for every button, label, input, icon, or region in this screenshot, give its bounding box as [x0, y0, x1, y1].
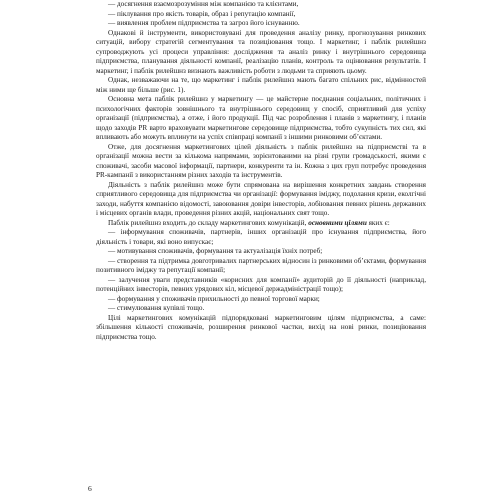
emphasis-text: основними цілями — [308, 218, 367, 227]
paragraph: Отже, для досягнення маркетингових цілей діяльність з паблік рилейшнз на підприємстві та в організації можна вести за кількома напрямами, зорієнтованими на різні групи громадськості, якими є споживачі, засоби масової інформації, партнери, конкуренти та ін. Кожна з цих груп потребує проведення PR-кампанії з використанням різних заходів та інструментів. — [96, 142, 426, 179]
list-item: — залучення уваги представників «корисних для компанії» аудиторій до її діяльності (наприклад, потенційних інвесторів, певних урядових кіл, місцевої держадміністрації тощо); — [96, 275, 426, 293]
paragraph: Основна мета паблік рилейшнз у маркетингу — це майстерне поєднання соціальних, політичних і психологічних факторів зовнішнього та внутрішнього середовищ у спосіб, сприятливий для успіху організації (підприємства), а отже, і його продукції. Під час розроблення і планів з маркетингу, і планів щодо заходів PR варто враховувати маркетингове середовище підприємства, тобто сукупність тих сил, які впливають або можуть вплинути на успіх співпраці компанії з іншими ринковими об’єктами. — [96, 95, 426, 141]
list-item: — мотивування споживачів, формування та актуалізація їхніх потреб; — [108, 247, 323, 255]
paragraph — [96, 219, 426, 229]
list-item: — створення та підтримка довготривалих партнерських відносин із ринковими об’єктами, формування позитивного іміджу та репутації компанії; — [96, 256, 426, 274]
paragraph-text: яких є: — [366, 218, 390, 227]
list-item: — формування у споживачів прихильності до певної торгової марки; — [108, 294, 320, 303]
list-item: — стимулювання купівлі тощо. — [108, 304, 205, 312]
paragraph: Цілі маркетингових комунікацій підпорядковані маркетинговим цілям підприємства, а саме: збільшення кількості споживачів, розширення ринкової частки, вихід на нові ринки, позиціювання підприємства тощо. — [96, 313, 426, 341]
paragraph-text: Паблік рилейшнз входить до складу маркетингових комунікацій, — [108, 218, 309, 227]
paragraph: Однакові й інструменти, використовувані для проведення аналізу ринку, прогнозування ринкових ситуацій, вибору стратегій сегментування та позиціювання тощо. І маркетинг, і паблік рилейшнз супроводжують усі процеси управління: дослідження та аналіз ринку і внутрішнього середовища підприємства, планування діяльності компанії, реалізацію планів, контроль та оцінювання результатів. І маркетинг, і паблік рилейшнз визнають важливість роботи з людьми та сприяють цьому. — [96, 28, 426, 75]
paragraph: Діяльність з паблік рилейшнз може бути спрямована на вирішення конкретних завдань створення сприятливого середовища для підприємства чи організації: формування іміджу, подолання кризи, еколгічні заходи, набуття компанією відомості, завоювання довіри інвесторів, лобіювання певних рішень державних і місцевих органів влади, проведення різних акцій, національних свят тощо. — [96, 180, 426, 217]
list-item: — досягнення взаємозрозуміння між компанією та клієнтами, — [108, 0, 299, 8]
paragraph: Однак, незважаючи на те, що маркетинг і паблік рилейшнз мають багато спільних рис, відмінностей між ними ще більше (рис. 1). — [96, 76, 426, 94]
page-body — [96, 0, 426, 342]
page-number: 6 — [88, 484, 92, 493]
list-item: — виявлення проблем підприємства та загроз його існуванню. — [108, 19, 300, 27]
list-item: — інформування споживачів, партнерів, інших організацій про існування підприємства, його діяльність і товари, які воно випускає; — [96, 228, 426, 246]
list-item: — піклування про якість товарів, образ і репутацію компанії, — [108, 9, 296, 18]
